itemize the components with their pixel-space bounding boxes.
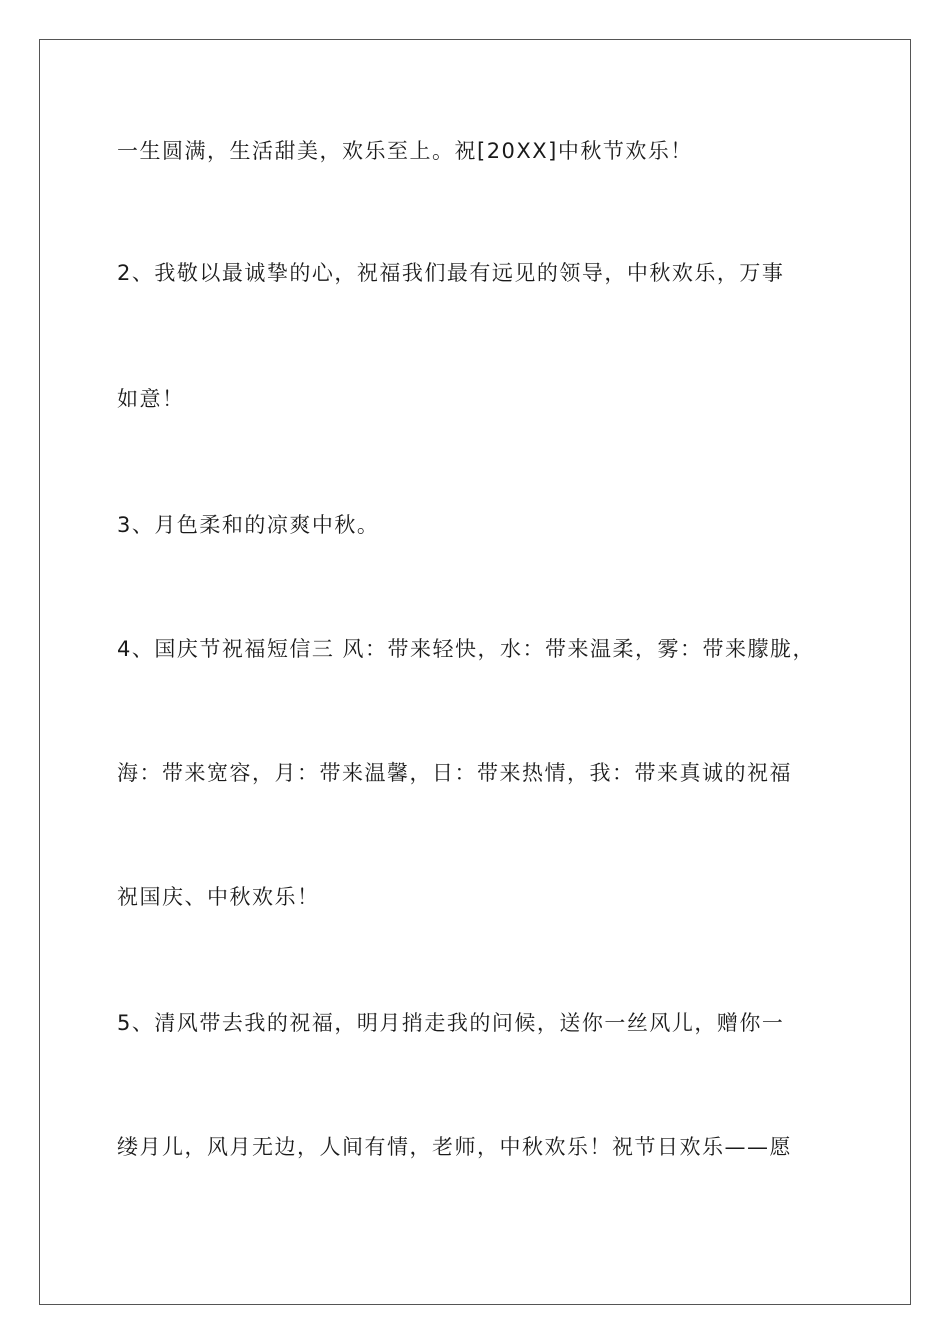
text-line-5: 4、国庆节祝福短信三 风：带来轻快，水：带来温柔，雾：带来朦胧， xyxy=(117,637,816,661)
text-line-4: 3、月色柔和的凉爽中秋。 xyxy=(117,513,380,537)
text-line-3: 如意！ xyxy=(117,387,185,411)
text-line-9: 缕月儿，风月无边，人间有情，老师，中秋欢乐！祝节日欢乐——愿 xyxy=(117,1135,792,1159)
page-frame xyxy=(39,39,911,1305)
text-line-1: 一生圆满，生活甜美，欢乐至上。祝[20XX]中秋节欢乐！ xyxy=(117,139,693,163)
text-line-2: 2、我敬以最诚挚的心，祝福我们最有远见的领导，中秋欢乐，万事 xyxy=(117,261,785,285)
text-line-6: 海：带来宽容，月：带来温馨，日：带来热情，我：带来真诚的祝福 xyxy=(117,761,792,785)
text-line-7: 祝国庆、中秋欢乐！ xyxy=(117,885,320,909)
text-line-8: 5、清风带去我的祝福，明月捎走我的问候，送你一丝风儿，赠你一 xyxy=(117,1011,785,1035)
